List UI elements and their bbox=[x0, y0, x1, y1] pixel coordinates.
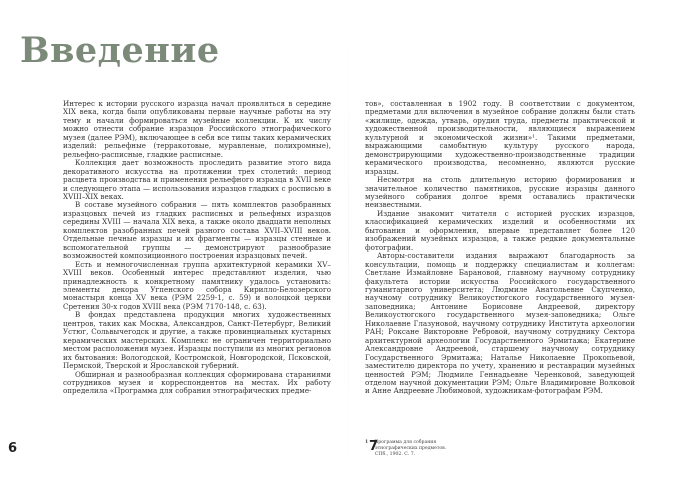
paragraph: Несмотря на столь длительную историю формирования и значительное количество памятников, русские изразцы данного музейного собрания долгое время оставались практически неизвестными. bbox=[365, 175, 635, 210]
paragraph: Издание знакомит читателя с историей русских изразцов, классификацией керамических изделий и особенностями их бытования и оформления, впервые представляет более 120 изображений музейных изразцов, а также редкие документальные фотографии. bbox=[365, 208, 635, 252]
left-page-text bbox=[63, 100, 331, 396]
footnote-line-3: СПб., 1902. С. 7. bbox=[375, 452, 416, 457]
paragraph: В фондах представлена продукция многих художественных центров, таких как Москва, Александров, Санкт-Петербург, Великий Устюг, Сольвычегодск и другие, а также провинциальных кустарных керамических мастерских. Комплекс не ограничен территориально местом расположения музея. Изразцы поступили из многих регионов их бытования: Вологодской, Костромской, Новгородской, Псковской, Пермской, Тверской и Ярославской губерний. bbox=[63, 310, 331, 371]
chapter-heading: Введение bbox=[20, 30, 220, 72]
paragraph: Коллекция дает возможность проследить развитие этого вида декоративного искусства на протяжении трех столетий: период расцвета производства и применения рельефного изразца в XVII веке и следующего этапа — использования изразцов гладких с росписью в XVIII–XIX веках. bbox=[63, 158, 331, 201]
footnote-mark: 1 bbox=[365, 440, 369, 445]
footnote-line-1: 1 Программа для собрания bbox=[365, 440, 437, 445]
paragraph: Интерес к истории русского изразца начал проявляться в середине XIX века, когда были опубликованы первые научные работы на эту тему и начали формироваться музейные коллекции. К их числу можно отнести собрание изразцов Российского этнографического музея (далее РЭМ), включающее в себя все типы таких керамических изделий: рельефные (терракотовые, муравленые, полихромные), рельефно-расписные, гладкие расписные. bbox=[63, 99, 331, 159]
paragraph: Есть и немногочисленная группа архитектурной керамики XV–XVIII веков. Особенный интерес представляют изделия, чью принадлежность к конкретному памятнику удалось установить: элементы декора Угпенского собора Кирилло-Белозерского монастыря конца XV века (РЭМ 2259-1, с. 59) и волоцкой церкви Сретения 30-х годов XVIII века (РЭМ 7170-148, с. 63). bbox=[63, 259, 331, 311]
paragraph: тов», составленная в 1902 году. В соответствии с документом, предметами для включения в музейное собрание должны были стать «жилище, одежда, утварь, орудия труда, предметы практической и художественной производительности, являющиеся выражением культурной и экономической жизни»¹. Такими предметами, выражающими самобытную культуру русского народа, демонстрирующими художественно-производственные традиции керамического производства, несомненно, являются русские изразцы. bbox=[365, 99, 635, 176]
paragraph: В составе музейного собрания — пять комплектов разобранных изразцовых печей из гладких расписных и рельефных изразцов середины XVIII — начала XIX века, а также около двадцати неполных комплектов разобранных печей разного состава XVII–XVIII веков. Отдельные печные изразцы и их фрагменты — изразцы стенные и вспомогательной группы — демонстрируют разнообразие возможностей композиционного построения изразцовых печей. bbox=[63, 200, 331, 261]
right-page-text bbox=[365, 100, 635, 396]
footnote bbox=[365, 440, 465, 458]
page-number-right: 7 bbox=[369, 439, 379, 454]
footnote-line-2: этнографических предметов. bbox=[375, 446, 447, 451]
page-number-left: 6 bbox=[8, 441, 18, 456]
page-gutter bbox=[348, 0, 349, 500]
paragraph: Авторы-составители издания выражают благодарность за консультации, помощь и поддержку специалистам и коллегам: Светлане Измайловне Барановой, главному научному сотруднику факультета истории искусства Российского государственного гуманитарного университета; Людмиле Анатольевне Скупченко, научному сотруднику Великоустюгского государственного музея-заповедника; Антонине Борисовне Андреевой, директору Великоустюгского государственного музея-заповедника; Ольге Николаевне Глазуновой, научному сотруднику Института археологии РАН; Роксане Викторовне Ребровой, научному сотруднику Сектора архитектурной археологии Государственного Эрмитажа; Екатерине Александровне Андреевой, старшему научному сотруднику Государственного Эрмитажа; Наталье Николаевне Прокопьевой, заместителю директора по учету, хранению и реставрации музейных ценностей РЭМ; Людмиле Геннадьевне Черенковой, заведующей отделом научной документации РЭМ; Ольге Владимировне Волковой и Анне Андреевне Любимовой, художникам-фотографам РЭМ. bbox=[365, 251, 635, 396]
paragraph: Обширная и разнообразная коллекция сформирована стараниями сотрудников музея и корреспондентов на местах. Их работу определила «Программа для собрания этнографических предме- bbox=[63, 369, 331, 396]
